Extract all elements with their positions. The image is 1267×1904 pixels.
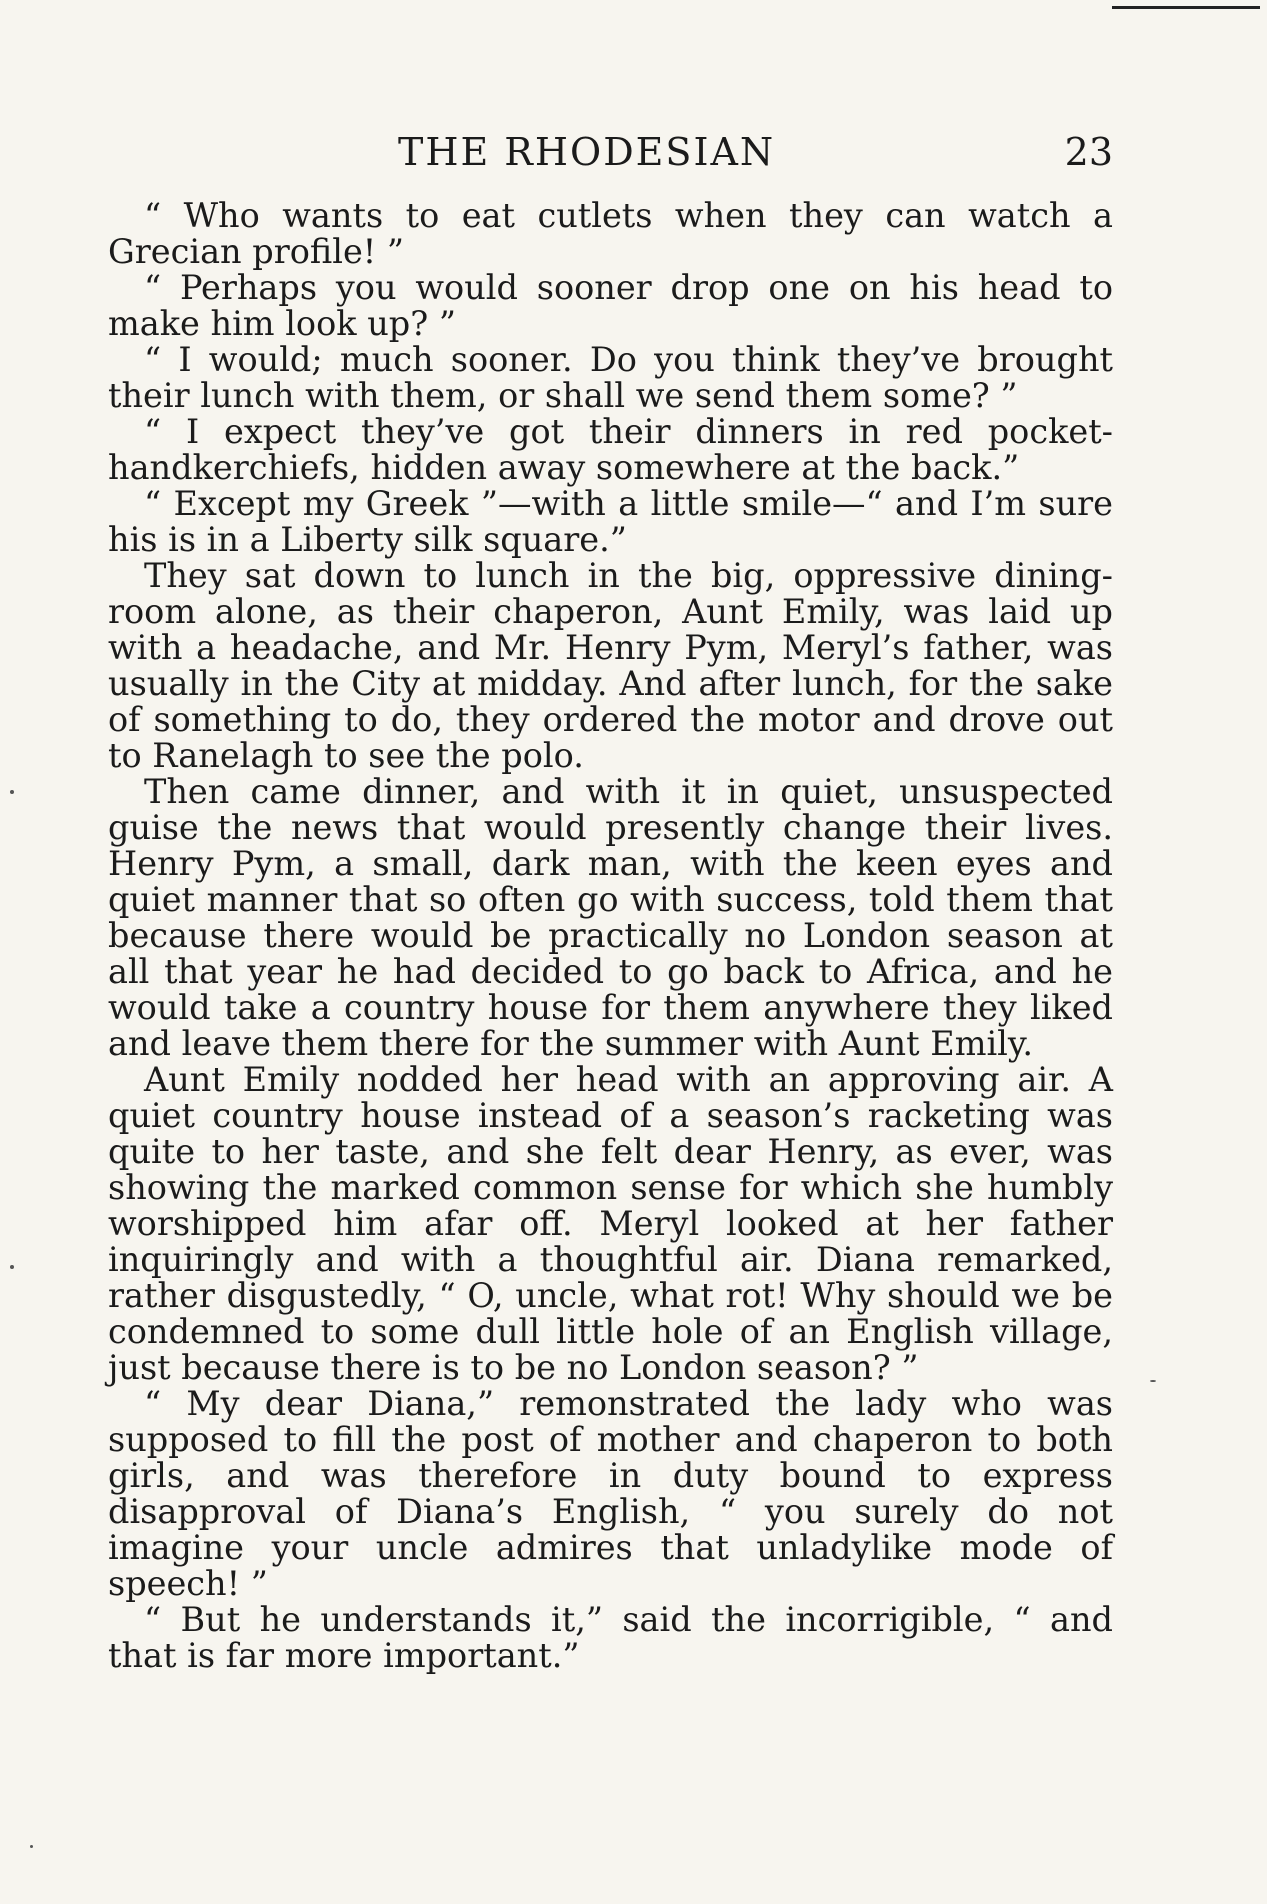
running-title: THE RHODESIAN xyxy=(398,130,776,174)
paragraph-8: Aunt Emily nodded her head with an approving air. A quiet country house instead of a season’s racketing was quite to her taste, and she felt dear Henry, as ever, was showing the marked common sense for which she humbly worshipped him afar off. Meryl looked at her father inquiringly and with a thoughtful air. Diana remarked, rather disgustedly, “ O, uncle, what rot! Why should we be condemned to some dull little hole of an English village, just because there is to be no London season? ” xyxy=(108,1060,1113,1387)
paragraph-7: Then came dinner, and with it in quiet, unsuspected guise the news that would presently change their lives. Henry Pym, a small, dark man, with the keen eyes and quiet manner that so often go with success, told them that because there would be practically no London season at all that year he had decided to go back to Africa, and he would take a country house for them anywhere they liked and leave them there for the summer with Aunt Emily. xyxy=(108,772,1113,1063)
page-number: 23 xyxy=(1064,130,1113,174)
scan-speck xyxy=(1150,1380,1156,1382)
paragraph-5: “ Except my Greek ”—with a little smile—“ and I’m sure his is in a Liberty silk square.” xyxy=(108,484,1113,559)
top-edge-rule xyxy=(1112,6,1260,9)
paragraph-1: “ Who wants to eat cutlets when they can watch a Grecian profile! ” xyxy=(108,196,1113,271)
paragraph-6: They sat down to lunch in the big, oppressive dining-room alone, as their chaperon, Aunt Emily, was laid up with a headache, and Mr. Henry Pym, Meryl’s father, was usually in the City at midday. And after lunch, for the sake of something to do, they ordered the motor and drove out to Ranelagh to see the polo. xyxy=(108,556,1113,775)
paragraph-2: “ Perhaps you would sooner drop one on his head to make him look up? ” xyxy=(108,268,1113,343)
body-text xyxy=(108,198,1113,1674)
scan-speck xyxy=(30,1845,33,1848)
paragraph-10: “ But he understands it,” said the incorrigible, “ and that is far more important.” xyxy=(108,1600,1113,1675)
paragraph-3: “ I would; much sooner. Do you think they’ve brought their lunch with them, or shall we send them some? ” xyxy=(108,340,1113,415)
paragraph-9: “ My dear Diana,” remonstrated the lady who was supposed to fill the post of mother and chaperon to both girls, and was therefore in duty bound to express disapproval of Diana’s English, “ you surely do not imagine your uncle admires that unladylike mode of speech! ” xyxy=(108,1384,1113,1603)
scan-speck xyxy=(10,790,14,794)
scan-speck xyxy=(10,1265,14,1269)
paragraph-4: “ I expect they’ve got their dinners in red pocket-handkerchiefs, hidden away somewhere at the back.” xyxy=(108,412,1113,487)
page-header xyxy=(108,130,1113,180)
